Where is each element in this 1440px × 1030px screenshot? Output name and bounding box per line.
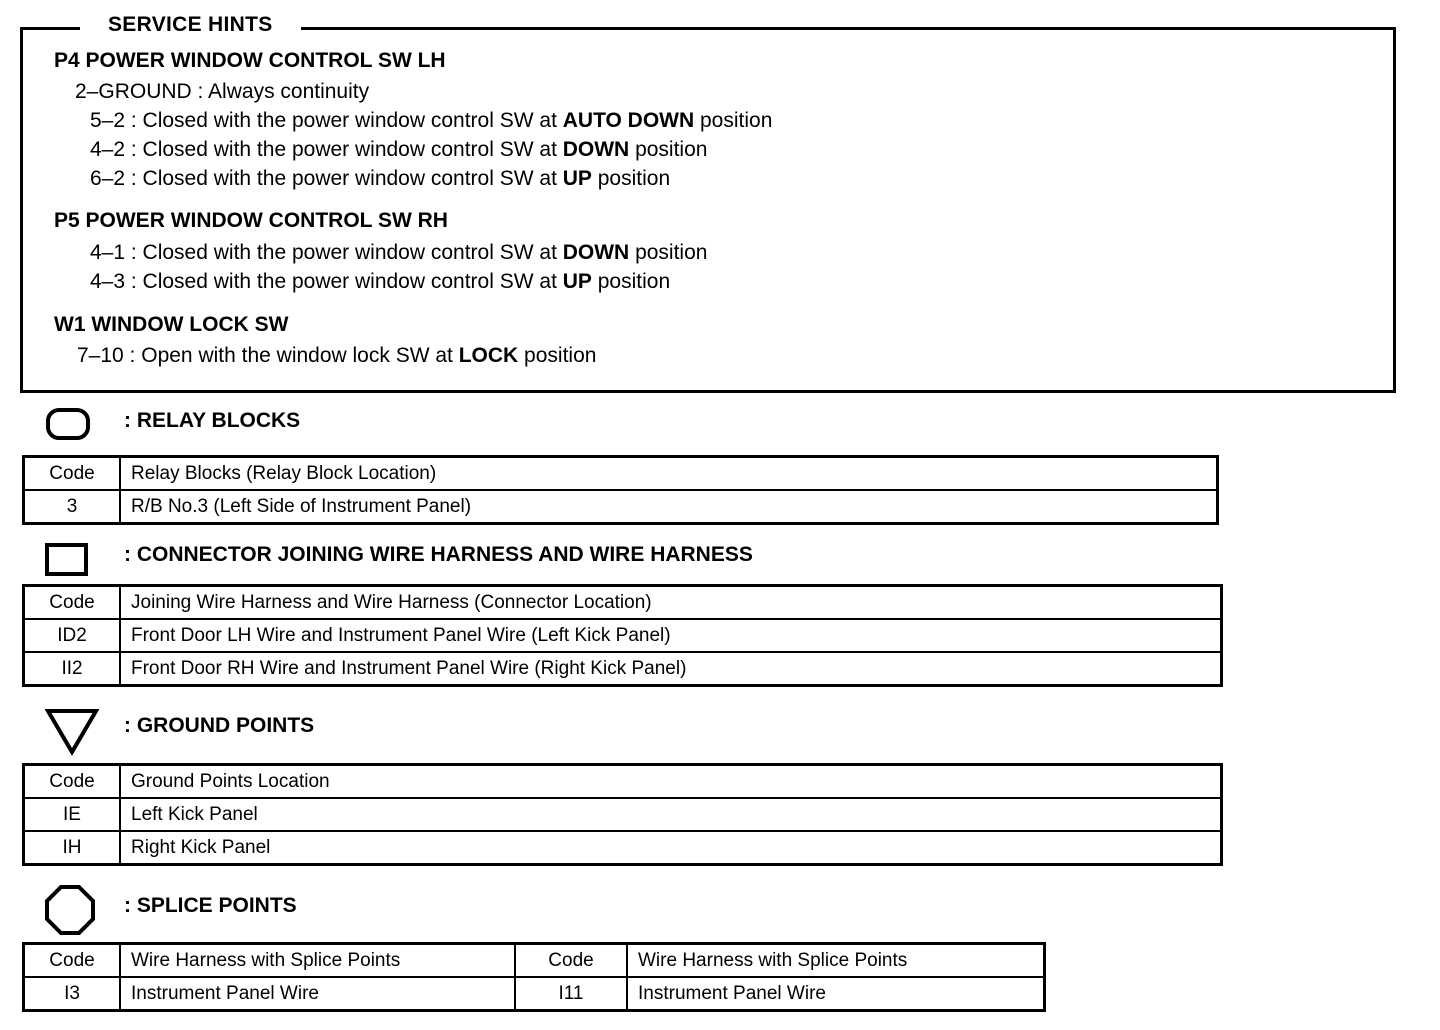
hint-line: 4–1 : Closed with the power window control SW at DOWN position [90, 241, 708, 264]
splice-points-table [22, 942, 1046, 1012]
table-row [24, 977, 1045, 1011]
harness-cell: Instrument Panel Wire [120, 977, 515, 1011]
location-cell: Front Door LH Wire and Instrument Panel Wire (Left Kick Panel) [120, 619, 1222, 652]
hint-line: 5–2 : Closed with the power window control SW at AUTO DOWN position [90, 109, 773, 132]
octagon-icon [44, 884, 96, 936]
relay-blocks-heading: : RELAY BLOCKS [124, 409, 301, 432]
section-heading-p5: P5 POWER WINDOW CONTROL SW RH [54, 209, 448, 232]
connectors-heading: : CONNECTOR JOINING WIRE HARNESS AND WIRE HARNESS [124, 543, 753, 566]
hint-line: 7–10 : Open with the window lock SW at LOCK position [77, 344, 597, 367]
code-cell: IH [24, 831, 121, 865]
code-cell: IE [24, 798, 121, 831]
column-header: Code [24, 944, 121, 978]
location-cell: Right Kick Panel [120, 831, 1222, 865]
column-header: Code [515, 944, 627, 978]
code-cell: ID2 [24, 619, 121, 652]
location-cell: Front Door RH Wire and Instrument Panel Wire (Right Kick Panel) [120, 652, 1222, 686]
column-header: Code [24, 586, 121, 620]
code-cell: I3 [24, 977, 121, 1011]
table-row [24, 831, 1222, 865]
down-triangle-icon [44, 706, 100, 756]
column-header: Ground Points Location [120, 765, 1222, 799]
rounded-rect-icon [44, 406, 92, 442]
table-row [24, 798, 1222, 831]
section-heading-p4: P4 POWER WINDOW CONTROL SW LH [54, 49, 446, 72]
table-row [24, 619, 1222, 652]
table-header-row [24, 457, 1218, 491]
column-header: Code [24, 765, 121, 799]
column-header: Wire Harness with Splice Points [627, 944, 1045, 978]
relay-blocks-table [22, 455, 1219, 525]
column-header: Wire Harness with Splice Points [120, 944, 515, 978]
table-row [24, 652, 1222, 686]
column-header: Relay Blocks (Relay Block Location) [120, 457, 1218, 491]
code-cell: 3 [24, 490, 121, 524]
section-heading-w1: W1 WINDOW LOCK SW [54, 313, 289, 336]
connectors-table [22, 584, 1223, 687]
table-header-row [24, 944, 1045, 978]
service-hints-title: SERVICE HINTS [80, 12, 301, 38]
square-icon [44, 542, 90, 578]
table-header-row [24, 586, 1222, 620]
code-cell: II2 [24, 652, 121, 686]
hint-line: 4–3 : Closed with the power window control SW at UP position [90, 270, 671, 293]
location-cell: R/B No.3 (Left Side of Instrument Panel) [120, 490, 1218, 524]
hint-line: 2–GROUND : Always continuity [75, 80, 370, 103]
table-row [24, 490, 1218, 524]
table-header-row [24, 765, 1222, 799]
code-cell: I11 [515, 977, 627, 1011]
column-header: Code [24, 457, 121, 491]
ground-points-heading: : GROUND POINTS [124, 714, 315, 737]
hint-line: 4–2 : Closed with the power window control SW at DOWN position [90, 138, 708, 161]
harness-cell: Instrument Panel Wire [627, 977, 1045, 1011]
ground-points-table [22, 763, 1223, 866]
location-cell: Left Kick Panel [120, 798, 1222, 831]
splice-points-heading: : SPLICE POINTS [124, 894, 297, 917]
hint-line: 6–2 : Closed with the power window control SW at UP position [90, 167, 671, 190]
column-header: Joining Wire Harness and Wire Harness (Connector Location) [120, 586, 1222, 620]
